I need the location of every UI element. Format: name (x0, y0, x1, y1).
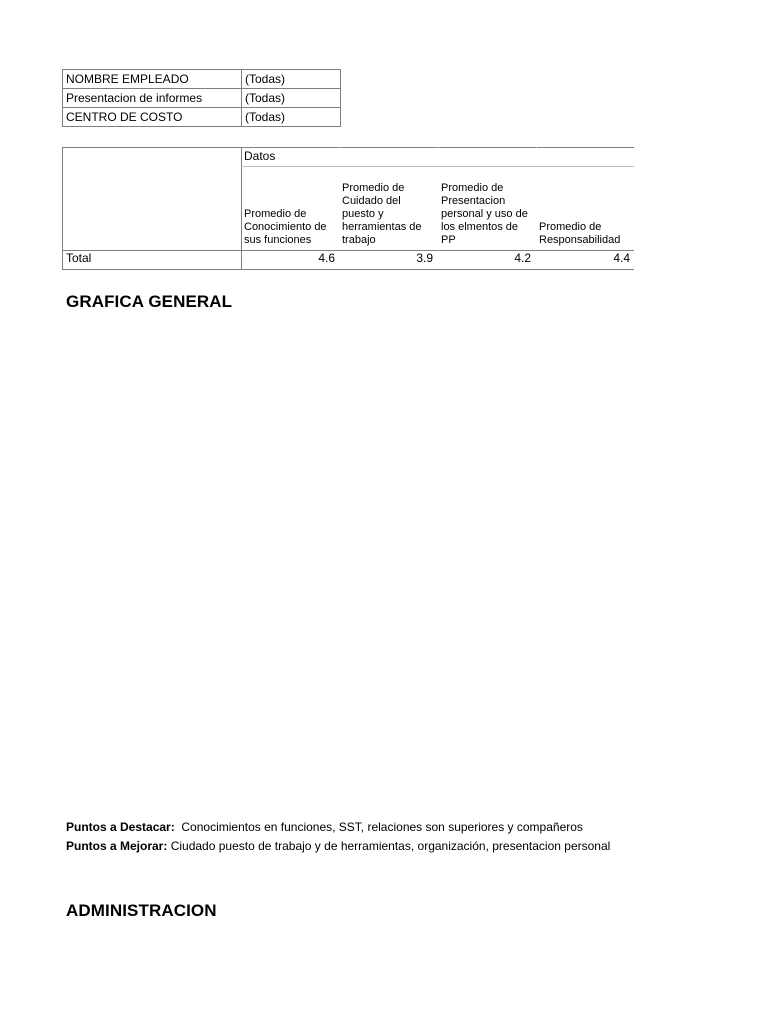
filter-label: NOMBRE EMPLEADO (63, 70, 242, 89)
datos-label: Datos (244, 149, 276, 163)
value-cell: 4.2 (514, 251, 531, 265)
note-label: Puntos a Destacar: (66, 820, 175, 834)
filter-row-informes (63, 89, 341, 108)
column-header: Promedio de Conocimiento de sus funciones (244, 208, 327, 246)
filter-value[interactable]: (Todas) (242, 70, 341, 89)
filter-label: Presentacion de informes (63, 89, 242, 108)
filter-value[interactable]: (Todas) (242, 89, 341, 108)
filter-table (62, 69, 341, 127)
note-text: Ciudado puesto de trabajo y de herramientas, organización, presentacion personal (170, 839, 611, 853)
note-destacar (66, 820, 634, 834)
pivot-datos-line (241, 166, 634, 167)
pivot-border-left (62, 147, 63, 270)
row-label-total: Total (66, 251, 92, 265)
section-title-administracion: ADMINISTRACION (66, 901, 217, 920)
value-cell: 4.6 (318, 251, 335, 265)
section-title-grafica: GRAFICA GENERAL (66, 292, 233, 311)
note-mejorar (66, 839, 634, 853)
pivot-border-bottom (62, 269, 634, 270)
value-cell: 3.9 (416, 251, 433, 265)
filter-label: CENTRO DE COSTO (63, 108, 242, 127)
filter-value[interactable]: (Todas) (242, 108, 341, 127)
filter-row-empleado (63, 70, 341, 89)
column-header: Promedio de Cuidado del puesto y herramientas de trabajo (342, 182, 422, 246)
pivot-table (62, 147, 634, 270)
pivot-tick (438, 147, 439, 148)
note-label: Puntos a Mejorar: (66, 839, 168, 853)
value-cell: 4.4 (613, 251, 630, 265)
filter-row-centro-costo (63, 108, 341, 127)
pivot-border-top (62, 147, 634, 148)
pivot-tick (340, 147, 341, 148)
note-text: Conocimientos en funciones, SST, relaciones son superiores y compañeros (181, 820, 583, 834)
column-header: Promedio de Presentacion personal y uso de los elmentos de PP (441, 182, 528, 246)
column-header: Promedio de Responsabilidad (539, 221, 621, 246)
pivot-tick (536, 147, 537, 148)
